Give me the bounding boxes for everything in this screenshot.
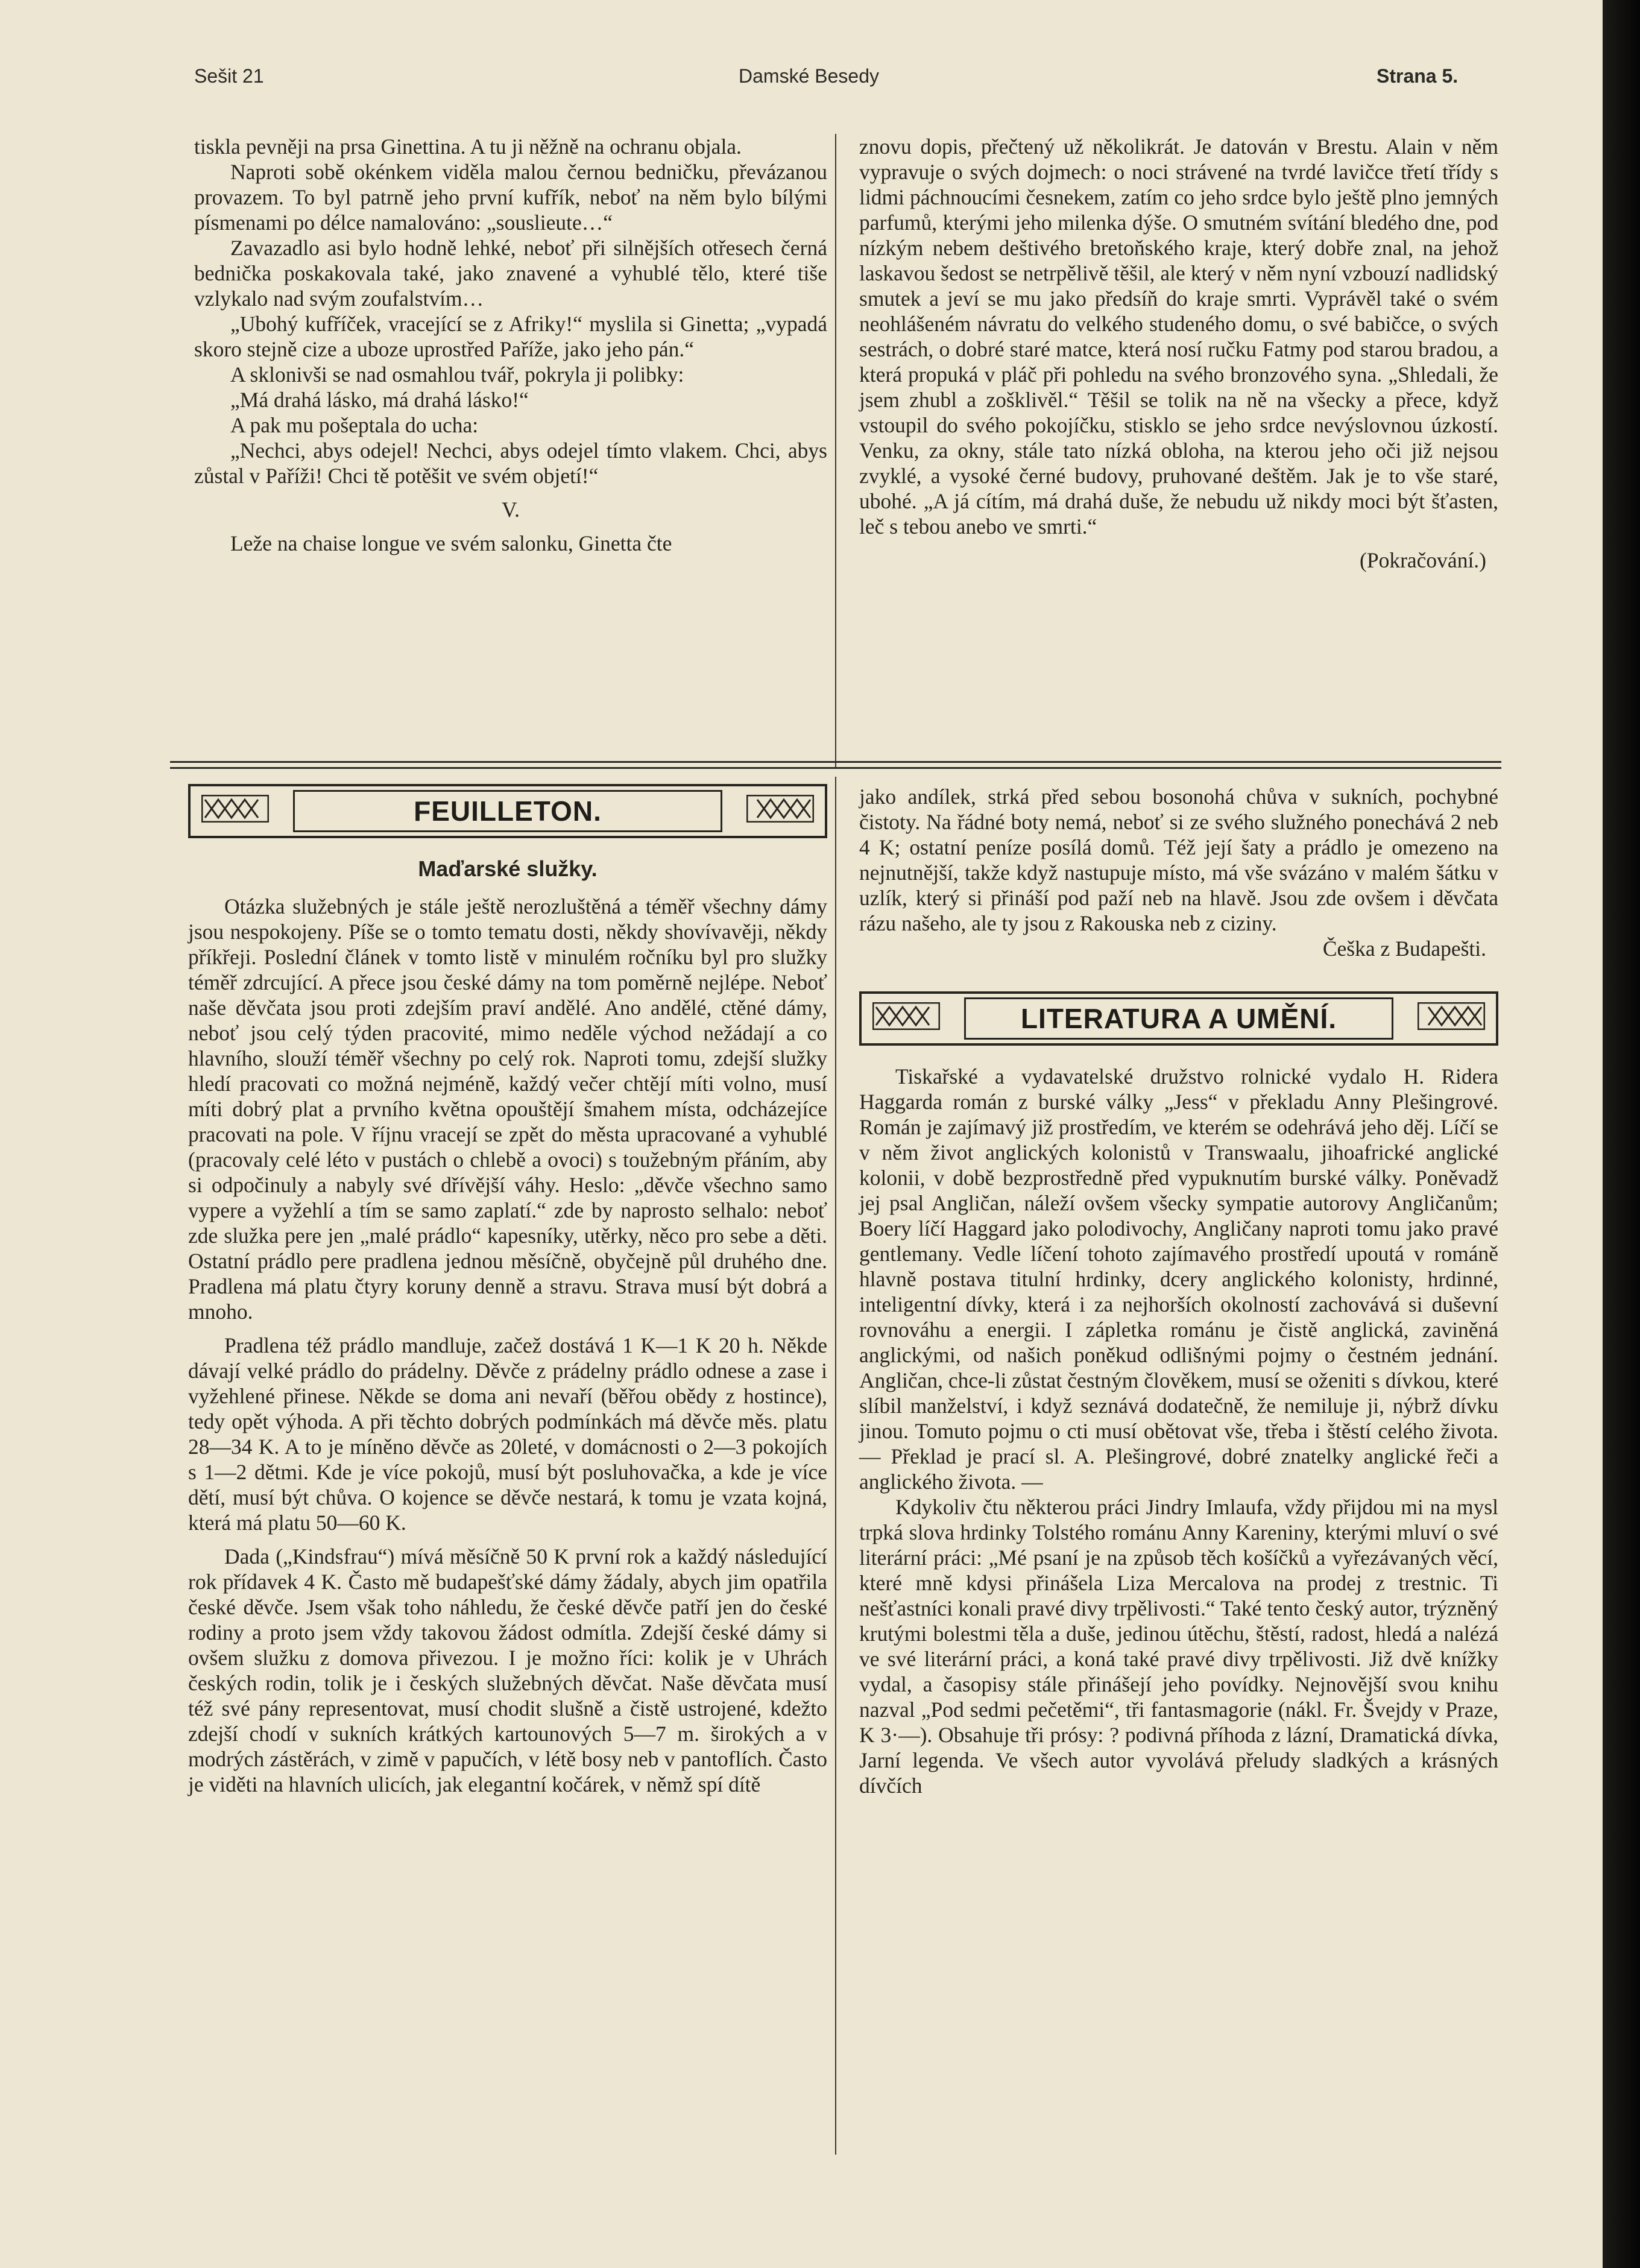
story-paragraph: tiskla pevněji na prsa Ginettina. A tu ji něžně na ochranu objala. bbox=[194, 134, 742, 159]
section-rule bbox=[170, 767, 1501, 769]
story-paragraph: Leže na chaise longue ve svém salonku, Ginetta čte bbox=[230, 531, 672, 555]
magazine-title: Damské Besedy bbox=[739, 65, 879, 87]
story-paragraph: A pak mu pošeptala do ucha: bbox=[230, 413, 479, 437]
author-signature: Češka z Budapešti. bbox=[1322, 937, 1486, 961]
ornament-icon bbox=[1418, 1002, 1485, 1030]
story-paragraph: „Nechci, abys odejel! Nechci, abys odejel tímto vlakem. Chci, abys zůstal v Paříži! Chci tě potěšit ve svém objetí!“ bbox=[194, 438, 827, 488]
story-column-right bbox=[859, 134, 1498, 573]
section-rule bbox=[170, 761, 1501, 763]
continued-note: (Pokračování.) bbox=[1360, 548, 1486, 572]
page-number: Strana 5. bbox=[1377, 65, 1459, 87]
issue-number: Sešit 21 bbox=[194, 65, 264, 87]
feuilleton-heading: FEUILLETON. bbox=[293, 790, 722, 832]
right-column bbox=[859, 784, 1498, 1798]
chapter-number: V. bbox=[502, 498, 520, 522]
article-paragraph: Tiskařské a vydavatelské družstvo rolnické vydalo H. Ridera Haggarda román z burské války „Jess“ v překladu Anny Plešingrové. Román je zajímavý již prostředím, ve kterém se odehrává jeho děj. Líčí se v něm život anglických kolonistů v Transwaalu, jihoafrické anglické kolonii, v době bezprostředně před vypuknutím burské války. Poněvadž jej psal Angličan, náleží ovšem všecky sympatie autorovy Angličanům; Boery líčí Haggard jako polodivochy, Angličany naproti tomu jako pravé gentlemany. Vedle líčení tohoto zajímavého prostředí upoutá v románě hlavně postava titulní hrdinky, dcery anglického kolonisty, hrdinné, inteligentní dívky, která i za nejhorších okolností zachovává si duševní rovnováhu a energii. I zápletka románu je čistě anglická, zaviněná anglickými, od našich poněkud odlišnými pojmy o čestném jednání. Angličan, chce-li zůstat čestným člověkem, musí se oženiti s dívkou, které slíbil manželství, i když seznává dodatečně, že nemiluje ji, nýbrž dívku jinou. Tomuto pojmu o cti musí obětovat vše, třeba i štěstí celého života. — Překlad je prací sl. A. Plešingrové, dobré znatelky anglické řeči a anglického života. — bbox=[859, 1064, 1498, 1494]
literatura-heading: LITERATURA A UMĚNÍ. bbox=[964, 997, 1393, 1040]
ornament-icon bbox=[201, 795, 269, 823]
ornament-icon bbox=[872, 1002, 940, 1030]
ornament-icon bbox=[746, 795, 814, 823]
feuilleton-banner bbox=[188, 784, 827, 838]
story-paragraph: „Ubohý kufříček, vracející se z Afriky!“ myslila si Ginetta; „vypadá skoro stejně cize a uboze uprostřed Paříže, jako jeho pán.“ bbox=[194, 312, 827, 361]
story-paragraph: A sklonivši se nad osmahlou tvář, pokryla ji polibky: bbox=[230, 362, 684, 387]
story-column-left bbox=[194, 134, 827, 556]
column-divider bbox=[835, 134, 836, 767]
article-paragraph: Kdykoliv čtu některou práci Jindry Imlaufa, vždy přijdou mi na mysl trpká slova hrdinky Tolstého románu Anny Kareniny, kterými mluví o své literární práci: „Mé psaní je na způsob těch košíčků a vyřezávaných věcí, které mně kdysi přinášela Liza Mercalova na prodej z trestnic. Ti nešťastníci konali pravé divy trpělivosti.“ Také tento český autor, trýzněný krutými bolestmi těla a duše, jedinou útěchu, štěstí, radost, hledá a nalézá ve své literární práci, a koná také pravé divy trpělivosti. Již dvě knížky vydal, a časopisy stále přinášejí jeho povídky. Nejnovější svou knihu nazval „Pod sedmi pečetěmi“, tři fantasmagorie (nákl. Fr. Švejdy v Praze, K 3·—). Obsahuje tři prósy: ? podivná příhoda z lázní, Dramatická dívka, Jarní legenda. Ve všech autor vyvolává přeludy sladkých a krásných dívčích bbox=[859, 1495, 1498, 1798]
feuilleton-column bbox=[188, 784, 827, 1797]
story-paragraph: Naproti sobě okénkem viděla malou černou bedničku, převázanou provazem. To byl patrně jeho první kufřík, neboť na něm bylo bílými písmenami po délce namalováno: „souslieute…“ bbox=[194, 160, 827, 235]
literatura-banner bbox=[859, 991, 1498, 1046]
story-paragraph: „Má drahá lásko, má drahá lásko!“ bbox=[230, 388, 529, 412]
column-divider bbox=[835, 777, 836, 2155]
article-paragraph: Otázka služebných je stále ještě nerozluštěná a téměř všechny dámy jsou nespokojeny. Píše se o tomto tematu dosti, někdy shovívavěji, někdy příkřeji. Poslední článek v tomto listě v minulém ročníku byl pro služky téměř zdrcující. A přece jsou české dámy na tom poměrně nejlépe. Neboť naše děvčata jsou proti zdejším praví andělé. Ano andělé, ctěné dámy, neboť jsou celý týden pracovité, mimo neděle východ nežádají a co hlavního, slouží téměř všechny po celý rok. Naproti tomu, zdejší služky hledí pracovati co možná nejméně, každý večer chtějí míti volno, musí míti dobrý plat a prvního května opouštějí šmahem místa, odcházejíce pracovati na pole. V říjnu vracejí se zpět do města upracované a vyhublé (pracovaly celé léto v pustách o chlebě a ovoci) s toužebným přáním, aby si odpočinuly a nabyly své dřívější váhy. Heslo: „děvče všechno samo vypere a vyžehlí a tím se samo zaplatí.“ zde by naprosto selhalo: neboť zde služka pere jen „malé prádlo“ kapesníky, utěrky, něco pro sebe a děti. Ostatní prádlo pere pradlena jednou měsíčně, obyčejně půl druhého dne. Pradlena má platu čtyry koruny denně a stravu. Strava musí být dobrá a mnoho. bbox=[188, 894, 827, 1324]
story-paragraph: znovu dopis, přečtený už několikrát. Je datován v Brestu. Alain v něm vypravuje o svých dojmech: o noci strávené na tvrdé lavičce třetí třídy s lidmi páchnoucími česnekem, zatím co jeho srdce bylo ještě plno jemných parfumů, kterými jeho milenka dýše. O smutném svítání bledého dne, pod nízkým nebem deštivého bretoňského kraje, který dobře znal, na jehož laskavou šedost se netrpělivě těšil, ale který v něm nyní vzbouzí nadlidský smutek a jeví se mu jako předsíň do kraje smrti. Vyprávěl také o svém neohlášeném návratu do velkého studeného domu, o své babičce, o svých sestrách, o dobré staré matce, která nosí ručku Fatmy pod starou bradou, a která propuká v pláč při pohledu na svého bronzového syna. „Shledali, že jsem zhubl a zošklivěl.“ Těšil se tolik na ně na všecky a přece, když vstoupil do svého pokojíčku, stisklo se jeho srdce nevýslovnou úzkostí. Venku, za okny, stále tato nízká obloha, na kterou jeho oči již nejsou zvyklé, a vysoké černé budovy, pruhované deštěm. Jak je to vše staré, ubohé. „A já cítím, má drahá duše, že nebudu už nikdy moci být šťasten, leč s tebou anebo ve smrti.“ bbox=[859, 134, 1498, 539]
scan-edge bbox=[1603, 0, 1640, 2268]
article-paragraph: Pradlena též prádlo mandluje, začež dostává 1 K—1 K 20 h. Někde dávají velké prádlo do prádelny. Děvče z prádelny prádlo odnese a zase i vyžehlené přinese. Někde se doma ani nevaří (běřou obědy z hostince), tedy opět výhoda. A při těchto dobrých podmínkách má děvče měs. platu 28—34 K. A to je míněno děvče as 20leté, v domácnosti o 2—3 pokojích s 1—2 dětmi. Kde je více pokojů, musí být posluhovačka, a kde je více dětí, musí být chůva. O kojence se děvče nestará, k tomu je vzata kojná, která má platu 50—60 K. bbox=[188, 1333, 827, 1535]
article-title: Maďarské služky. bbox=[418, 856, 598, 881]
article-paragraph: Dada („Kindsfrau“) mívá měsíčně 50 K první rok a každý následující rok přídavek 4 K. Často mě budapešťské dámy žádaly, abych jim opatřila české děvče. Jsem však toho náhledu, že české děvče patří jen do české rodiny a proto jsem vždy takovou žádost odmítla. Zdejší české dámy si ovšem služku z domova přivezou. I je možno říci: kolik je v Uhrách českých rodin, tolik je i českých služebných děvčat. Naše děvčata musí též své pány representovat, musí chodit slušně a čistě ustrojené, kdežto zdejší chodí v sukních krátkých kartounových 5—7 m. širokých a v modrých zástěrách, v zimě v papučích, v létě bosy neb v pantoflích. Často je viděti na hlavních ulicích, jak elegantní kočárek, v němž spí dítě bbox=[188, 1544, 827, 1796]
story-paragraph: Zavazadlo asi bylo hodně lehké, neboť při silnějších otřesech černá bednička poskakovala také, jako znavené a vyhublé tělo, které tiše vzlykalo nad svým zoufalstvím… bbox=[194, 236, 827, 311]
article-paragraph: jako andílek, strká před sebou bosonohá chůva v sukních, pochybné čistoty. Na řádné boty nemá, neboť si ze svého služného ponechává 2 neb 4 K; ostatní peníze posílá domů. Též její šaty a prádlo je omezeno na nejnutnější, takže když nastupuje místo, má vše svázáno v malém šátku v uzlík, který si přináší pod paží neb na hlavě. Jsou zde ovšem i děvčata rázu našeho, ale ty jsou z Rakouska neb z ciziny. bbox=[859, 785, 1498, 935]
